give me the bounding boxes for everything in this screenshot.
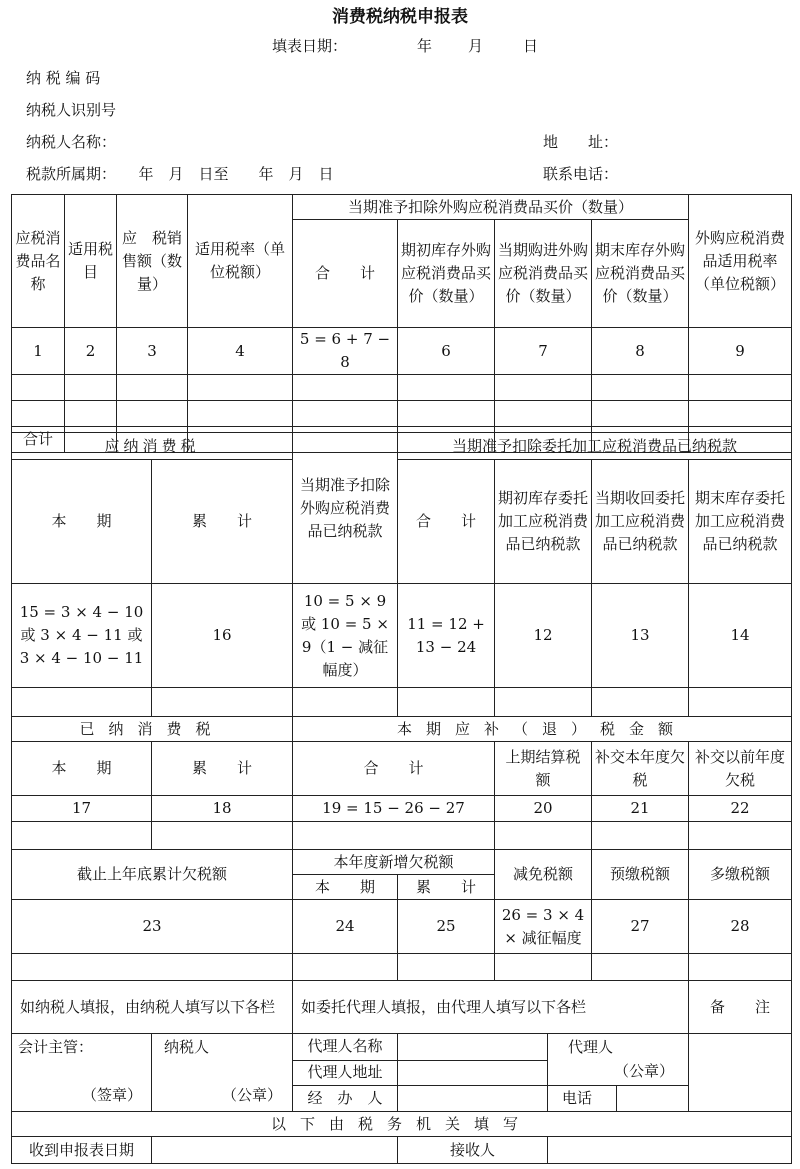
- accountant-cell[interactable]: [12, 1034, 152, 1112]
- formula-16: 16: [152, 584, 293, 688]
- tax-office-section: 以下由税务机关填写: [12, 1112, 792, 1137]
- agent-address-input[interactable]: [398, 1060, 548, 1086]
- col-new-arrears-cumulative: 累 计: [398, 875, 495, 900]
- num-22: 22: [689, 796, 792, 822]
- group-new-arrears: 本年度新增欠税额: [293, 850, 495, 875]
- agent-seal-cell[interactable]: [548, 1034, 689, 1086]
- agent-name-label: 代理人名称: [293, 1034, 398, 1061]
- col-current-period: 本 期: [12, 460, 152, 584]
- formula-13: 13: [592, 584, 689, 688]
- col-last-settlement: 上期结算税 额: [495, 742, 592, 796]
- phone-label: 联系电话：: [543, 165, 619, 183]
- agent-seal: （公章）: [614, 1062, 675, 1080]
- accountant-sign: （签章）: [82, 1086, 143, 1104]
- num-6: 6: [398, 328, 495, 375]
- col-processing-total: 合 计: [398, 460, 495, 584]
- handler-label: 经 办 人: [293, 1086, 398, 1112]
- num-19: 19 = 15 − 26 − 27: [293, 796, 495, 822]
- data-row[interactable]: [12, 954, 792, 981]
- col-prior-year-arrears: 补交以前年度欠税: [689, 742, 792, 796]
- agent-phone-cell[interactable]: [548, 1086, 689, 1112]
- num-17: 17: [12, 796, 152, 822]
- num-24: 24: [293, 900, 398, 954]
- col-supplement-total: 合 计: [293, 742, 495, 796]
- total-label: 合计: [12, 427, 65, 453]
- num-25: 25: [398, 900, 495, 954]
- receiver-label: 接收人: [398, 1137, 548, 1164]
- num-21: 21: [592, 796, 689, 822]
- col-new-arrears-current: 本 期: [293, 875, 398, 900]
- formula-11: 11 = 12 + 13 − 24: [398, 584, 495, 688]
- receive-date-input[interactable]: [152, 1137, 398, 1164]
- signature-table: [11, 980, 792, 1164]
- fill-date-year: 年: [417, 37, 433, 55]
- col-sales-amount: 应 税销售额（数量）: [117, 195, 188, 328]
- num-27: 27: [592, 900, 689, 954]
- tax-code-label: 纳 税 编 码: [26, 69, 101, 87]
- col-purchase-rate: 外购应税消费品适用税率（单位税额）: [689, 195, 792, 328]
- data-row[interactable]: [12, 401, 792, 427]
- phone-divider: [616, 1086, 617, 1111]
- num-8: 8: [592, 328, 689, 375]
- col-current-purchase: 当期购进外购应税消费品买价（数量）: [495, 220, 592, 328]
- formula-12: 12: [495, 584, 592, 688]
- col-closing-stock: 期末库存外购应税消费品买价（数量）: [592, 220, 689, 328]
- group-paid-tax: 已纳消费税: [12, 717, 293, 742]
- taxpayer-cell[interactable]: [152, 1034, 293, 1112]
- self-fill-note: 如纳税人填报，由纳税人填写以下各栏: [12, 981, 293, 1034]
- paid-tax-table: [11, 716, 792, 850]
- receiver-input[interactable]: [548, 1137, 792, 1164]
- col-purchase-paid-tax: 当期准予扣除外购应税消费品已纳税款: [293, 433, 398, 584]
- purchase-deduction-table: [11, 194, 792, 453]
- tax-payable-table: [11, 432, 792, 717]
- agent-fill-note: 如委托代理人填报，由代理人填写以下各栏: [293, 981, 689, 1034]
- num-1: 1: [12, 328, 65, 375]
- num-9: 9: [689, 328, 792, 375]
- num-3: 3: [117, 328, 188, 375]
- data-row[interactable]: [12, 822, 792, 850]
- num-5: 5 = 6 + 7 − 8: [293, 328, 398, 375]
- data-row[interactable]: [12, 375, 792, 401]
- fill-date-label: 填表日期：: [272, 37, 348, 55]
- num-4: 4: [188, 328, 293, 375]
- col-opening-stock: 期初库存外购应税消费品买价（数量）: [398, 220, 495, 328]
- accountant-label: 会计主管：: [18, 1038, 94, 1056]
- col-tax-relief: 减免税额: [495, 850, 592, 900]
- num-23: 23: [12, 900, 293, 954]
- col-tax-rate: 适用税率（单位税额）: [188, 195, 293, 328]
- group-purchase-deduction: 当期准予扣除外购应税消费品买价（数量）: [293, 195, 689, 220]
- num-2: 2: [65, 328, 117, 375]
- num-28: 28: [689, 900, 792, 954]
- col-recovered-processing: 当期收回委托加工应税消费品已纳税款: [592, 460, 689, 584]
- remark-label: 备 注: [689, 981, 792, 1034]
- col-opening-processing: 期初库存委托加工应税消费品已纳税款: [495, 460, 592, 584]
- col-overpaid-tax: 多缴税额: [689, 850, 792, 900]
- col-paid-current: 本 期: [12, 742, 152, 796]
- num-26: 26 = 3 × 4 × 减征幅度: [495, 900, 592, 954]
- form-title: 消费税纳税申报表: [332, 7, 468, 27]
- agent-phone-label: 电话: [562, 1089, 593, 1107]
- remark-input[interactable]: [689, 1034, 792, 1112]
- formula-15: 15 = 3 × 4 − 10 或 3 × 4 − 11 或 3 × 4 − 10 − 11: [12, 584, 152, 688]
- taxpayer-name-label: 纳税人名称：: [26, 133, 117, 151]
- agent-address-label: 代理人地址: [293, 1060, 398, 1086]
- receive-date-label: 收到申报表日期: [12, 1137, 152, 1164]
- formula-10: 10 = 5 × 9 或 10 = 5 × 9（1 − 减征幅度）: [293, 584, 398, 688]
- fill-date-month: 月: [468, 37, 484, 55]
- col-closing-processing: 期末库存委托加工应税消费品已纳税款: [689, 460, 792, 584]
- group-tax-payable: 应纳消费税: [12, 433, 293, 460]
- col-paid-cumulative: 累 计: [152, 742, 293, 796]
- group-supplement-refund: 本期应补（退）税金额: [293, 717, 792, 742]
- col-current-year-arrears: 补交本年度欠税: [592, 742, 689, 796]
- col-total: 合 计: [293, 220, 398, 328]
- taxpayer-seal: （公章）: [222, 1086, 283, 1104]
- taxpayer-label: 纳税人: [164, 1038, 210, 1056]
- col-arrears-last-year: 截止上年底累计欠税额: [12, 850, 293, 900]
- col-tax-item: 适用税目: [65, 195, 117, 328]
- num-7: 7: [495, 328, 592, 375]
- col-product-name: 应税消费品名称: [12, 195, 65, 328]
- arrears-table: [11, 849, 792, 981]
- taxpayer-id-label: 纳税人识别号: [26, 101, 117, 119]
- num-18: 18: [152, 796, 293, 822]
- fill-date-day: 日: [523, 37, 539, 55]
- data-row[interactable]: [12, 688, 792, 717]
- formula-14: 14: [689, 584, 792, 688]
- handler-input[interactable]: [398, 1086, 548, 1112]
- num-20: 20: [495, 796, 592, 822]
- col-cumulative: 累 计: [152, 460, 293, 584]
- group-processing-deduction: 当期准予扣除委托加工应税消费品已纳税款: [398, 433, 792, 460]
- agent-name-input[interactable]: [398, 1034, 548, 1061]
- agent-label: 代理人: [568, 1038, 614, 1056]
- address-label: 地 址：: [543, 133, 619, 151]
- col-prepaid-tax: 预缴税额: [592, 850, 689, 900]
- tax-period-label: 税款所属期： 年 月 日至 年 月 日: [26, 165, 334, 183]
